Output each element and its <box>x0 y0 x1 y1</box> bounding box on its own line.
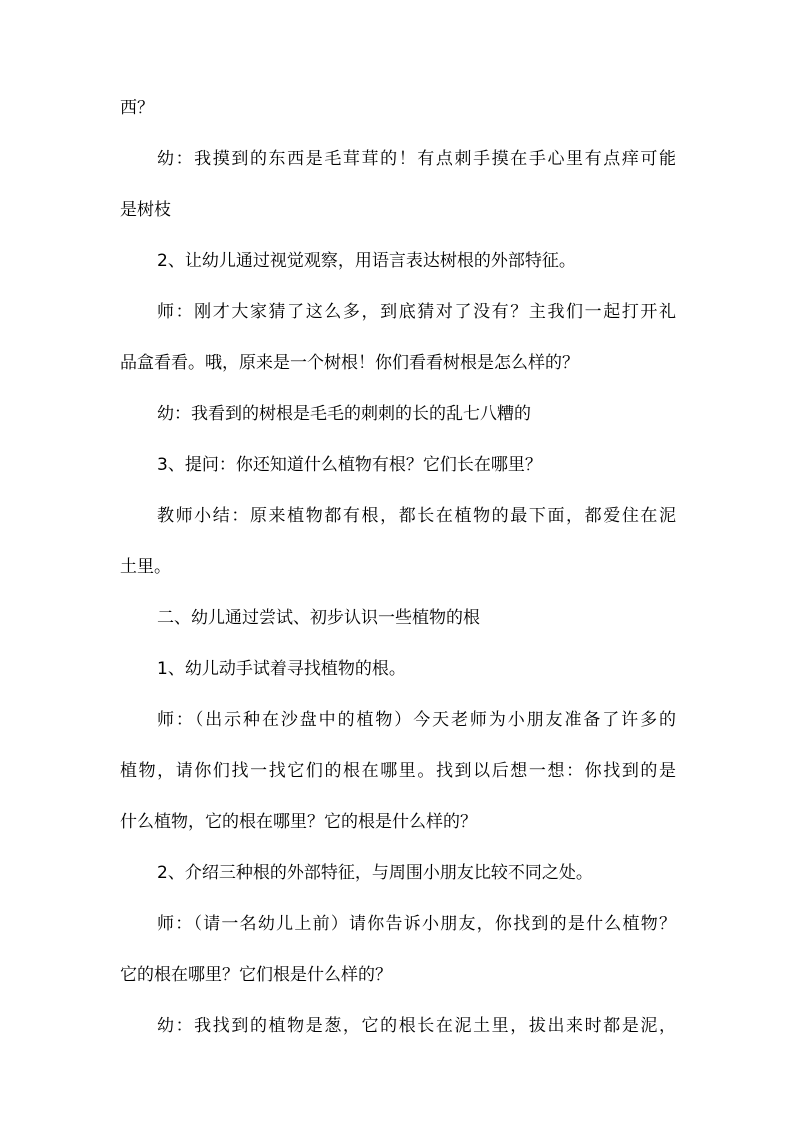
text-line <box>0 450 794 480</box>
text-line <box>0 297 794 327</box>
line-text: 师：（出示种在沙盘中的植物）今天老师为小朋友准备了许多的 <box>157 710 676 730</box>
text-line <box>0 1011 794 1041</box>
line-text: 是树枝 <box>120 200 171 220</box>
text-line <box>0 756 794 786</box>
line-text: 品盒看看。哦，原来是一个树根！你们看看树根是怎么样的？ <box>120 353 579 373</box>
text-line <box>0 246 794 276</box>
line-text: 它的根在哪里？它们根是什么样的？ <box>120 965 392 985</box>
text-line <box>0 144 794 174</box>
line-text: 3、提问：你还知道什么植物有根？它们长在哪里？ <box>157 455 542 475</box>
text-line <box>0 909 794 939</box>
text-line <box>0 348 794 378</box>
line-text: 2、介绍三种根的外部特征，与周围小朋友比较不同之处。 <box>157 863 593 883</box>
text-line <box>0 705 794 735</box>
text-line <box>0 399 794 429</box>
text-line <box>0 960 794 990</box>
line-text: 植物，请你们找一找它们的根在哪里。找到以后想一想：你找到的是 <box>120 761 676 781</box>
line-text: 2、让幼儿通过视觉观察，用语言表达树根的外部特征。 <box>157 251 576 271</box>
text-line <box>0 858 794 888</box>
line-text: 西？ <box>120 98 154 118</box>
text-line <box>0 93 794 123</box>
line-text: 1、幼儿动手试着寻找植物的根。 <box>157 659 406 679</box>
line-text: 师：刚才大家猜了这么多，到底猜对了没有？主我们一起打开礼 <box>157 302 676 322</box>
line-text: 幼：我看到的树根是毛毛的刺刺的长的乱七八糟的 <box>157 404 531 424</box>
text-line <box>0 195 794 225</box>
line-text: 师：（请一名幼儿上前）请你告诉小朋友，你找到的是什么植物？ <box>157 914 676 934</box>
text-line <box>0 603 794 633</box>
text-line <box>0 807 794 837</box>
line-text: 幼：我找到的植物是葱，它的根长在泥土里，拔出来时都是泥， <box>157 1016 676 1036</box>
line-text: 幼：我摸到的东西是毛茸茸的！有点刺手摸在手心里有点痒可能 <box>157 149 676 169</box>
line-text: 教师小结：原来植物都有根，都长在植物的最下面，都爱住在泥 <box>157 506 676 526</box>
text-line <box>0 654 794 684</box>
line-text: 什么植物，它的根在哪里？它的根是什么样的？ <box>120 812 477 832</box>
line-text: 二、幼儿通过尝试、初步认识一些植物的根 <box>157 608 480 628</box>
text-line <box>0 552 794 582</box>
line-text: 土里。 <box>120 557 171 577</box>
text-line <box>0 501 794 531</box>
